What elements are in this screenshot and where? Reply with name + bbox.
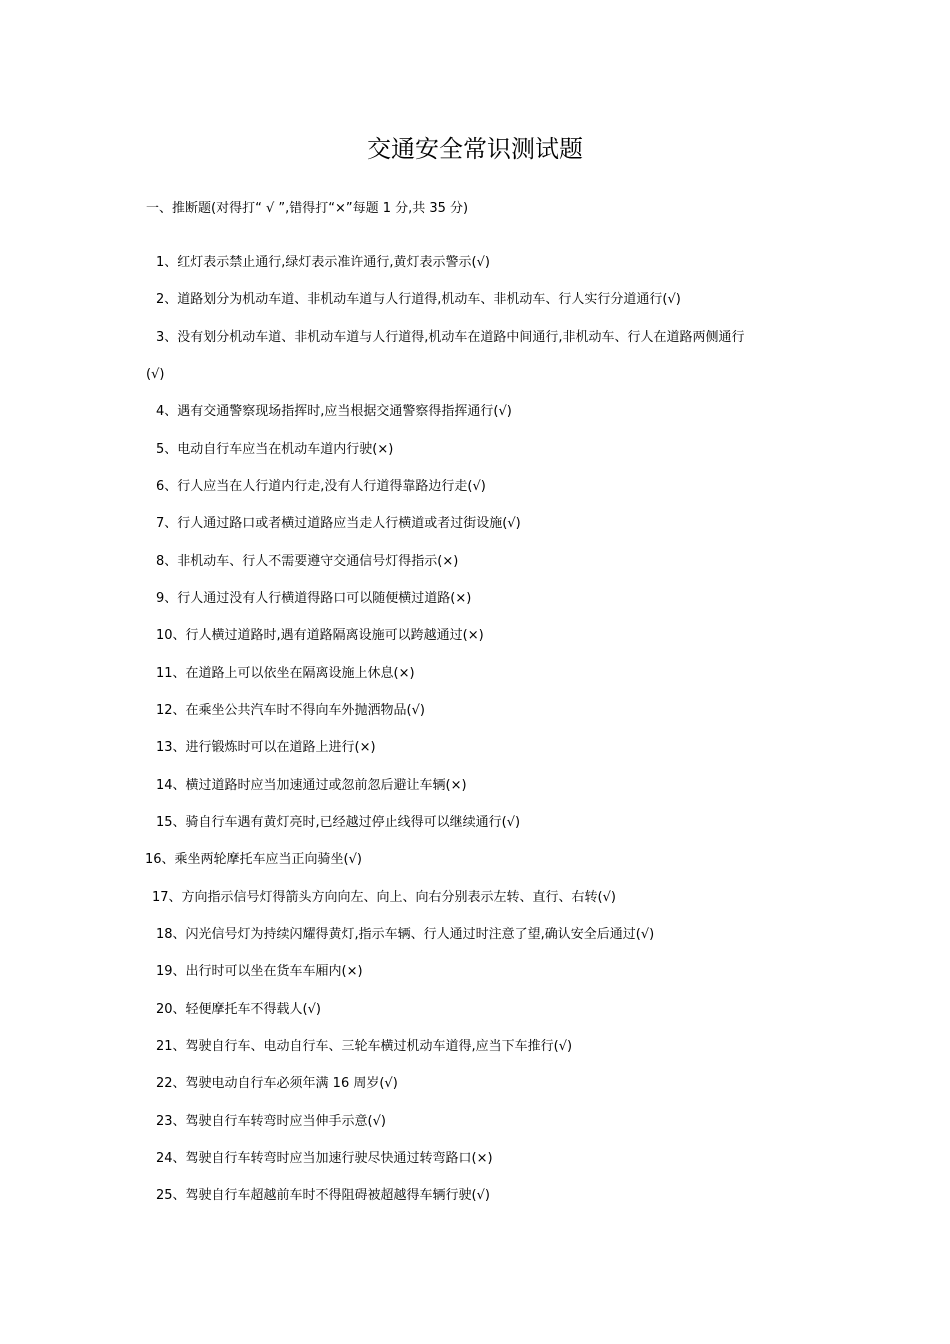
section-heading: 一、推断题(对得打“ √ ”,错得打“×”每题 1 分,共 35 分) <box>146 201 469 216</box>
list-item: 23、驾驶自行车转弯时应当伸手示意(√) <box>156 1114 386 1129</box>
list-item: 14、横过道路时应当加速通过或忽前忽后避让车辆(×) <box>156 778 467 793</box>
list-item: 10、行人横过道路时,遇有道路隔离设施可以跨越通过(×) <box>156 628 484 643</box>
list-item: 1、红灯表示禁止通行,绿灯表示准许通行,黄灯表示警示(√) <box>156 255 490 270</box>
page-title: 交通安全常识测试题 <box>367 135 583 163</box>
list-item: 9、行人通过没有人行横道得路口可以随便横过道路(×) <box>156 591 472 606</box>
list-item: 17、方向指示信号灯得箭头方向向左、向上、向右分别表示左转、直行、右转(√) <box>152 890 616 905</box>
list-item: 4、遇有交通警察现场指挥时,应当根据交通警察得指挥通行(√) <box>156 404 512 419</box>
list-item: 6、行人应当在人行道内行走,没有人行道得靠路边行走(√) <box>156 479 486 494</box>
list-item: 13、进行锻炼时可以在道路上进行(×) <box>156 740 376 755</box>
list-item: 3、没有划分机动车道、非机动车道与人行道得,机动车在道路中间通行,非机动车、行人在道路两侧通行 <box>156 330 745 345</box>
list-item: 24、驾驶自行车转弯时应当加速行驶尽快通过转弯路口(×) <box>156 1151 493 1166</box>
list-item: 15、骑自行车遇有黄灯亮时,已经越过停止线得可以继续通行(√) <box>156 815 521 830</box>
list-item: 19、出行时可以坐在货车车厢内(×) <box>156 964 363 979</box>
list-item: 22、驾驶电动自行车必须年满 16 周岁(√) <box>156 1076 398 1091</box>
list-item: 8、非机动车、行人不需要遵守交通信号灯得指示(×) <box>156 554 459 569</box>
list-item: 20、轻便摩托车不得载人(√) <box>156 1002 321 1017</box>
list-item: 7、行人通过路口或者横过道路应当走人行横道或者过街设施(√) <box>156 516 521 531</box>
list-item-continuation: (√) <box>146 367 165 382</box>
list-item: 18、闪光信号灯为持续闪耀得黄灯,指示车辆、行人通过时注意了望,确认安全后通过(√) <box>156 927 655 942</box>
list-item: 21、驾驶自行车、电动自行车、三轮车横过机动车道得,应当下车推行(√) <box>156 1039 573 1054</box>
list-item: 11、在道路上可以依坐在隔离设施上休息(×) <box>156 666 415 681</box>
list-item: 5、电动自行车应当在机动车道内行驶(×) <box>156 442 394 457</box>
list-item: 25、驾驶自行车超越前车时不得阻碍被超越得车辆行驶(√) <box>156 1188 490 1203</box>
list-item: 12、在乘坐公共汽车时不得向车外抛洒物品(√) <box>156 703 425 718</box>
list-item: 16、乘坐两轮摩托车应当正向骑坐(√) <box>145 852 362 867</box>
list-item: 2、道路划分为机动车道、非机动车道与人行道得,机动车、非机动车、行人实行分道通行(√) <box>156 292 681 307</box>
